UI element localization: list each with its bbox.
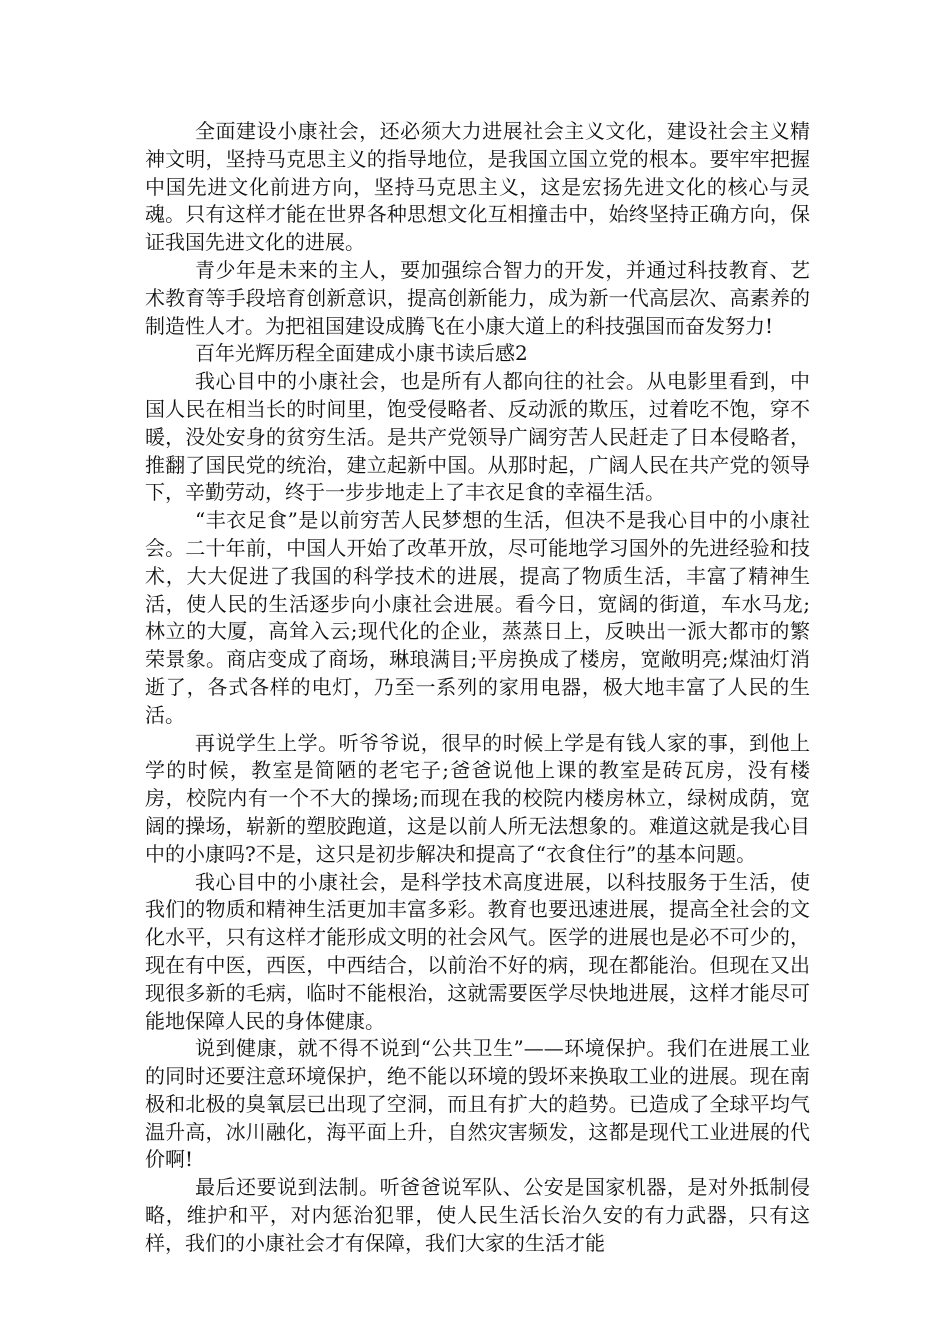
paragraph-1: 全面建设小康社会，还必须大力进展社会主义文化，建设社会主义精神文明，坚持马克思主义的指导地位，是我国立国立党的根本。要牢牢把握中国先进文化前进方向，坚持马克思主义，这是宏扬先进文化的核心与灵魂。只有这样才能在世界各种思想文化互相撞击中，始终坚持正确方向，保证我国先进文化的进展。 xyxy=(145,119,810,255)
paragraph-7: 说到健康，就不得不说到“公共卫生”——环境保护。我们在进展工业的同时还要注意环境保护，绝不能以环境的毁坏来换取工业的进展。现在南极和北极的臭氧层已出现了空洞，而且有扩大的趋势。已造成了全球平均气温升高，冰川融化，海平面上升，自然灾害频发，这都是现代工业进展的代价啊! xyxy=(145,1036,810,1172)
paragraph-4: “丰衣足食”是以前穷苦人民梦想的生活，但决不是我心目中的小康社会。二十年前，中国人开始了改革开放，尽可能地学习国外的先进经验和技术，大大促进了我国的科学技术的进展，提高了物质生活，丰富了精神生活，使人民的生活逐步向小康社会进展。看今日，宽阔的街道，车水马龙;林立的大厦，高耸入云;现代化的企业，蒸蒸日上，反映出一派大都市的繁荣景象。商店变成了商场，琳琅满目;平房换成了楼房，宽敞明亮;煤油灯消逝了，各式各样的电灯，乃至一系列的家用电器，极大地丰富了人民的生活。 xyxy=(145,508,810,727)
paragraph-6: 我心目中的小康社会，是科学技术高度进展，以科技服务于生活，使我们的物质和精神生活更加丰富多彩。教育也要迅速进展，提高全社会的文化水平，只有这样才能形成文明的社会风气。医学的进展也是必不可少的，现在有中医，西医，中西结合，以前治不好的病，现在都能治。但现在又出现很多新的毛病，临时不能根治，这就需要医学尽快地进展，这样才能尽可能地保障人民的身体健康。 xyxy=(145,869,810,1033)
paragraph-2: 青少年是未来的主人，要加强综合智力的开发，并通过科技教育、艺术教育等手段培育创新意识，提高创新能力，成为新一代高层次、高素养的制造性人才。为把祖国建设成腾飞在小康大道上的科技强国而奋发努力! xyxy=(145,257,810,338)
paragraph-8: 最后还要说到法制。听爸爸说军队、公安是国家机器，是对外抵制侵略，维护和平，对内惩治犯罪，使人民生活长治久安的有力武器，只有这样，我们的小康社会才有保障，我们大家的生活才能 xyxy=(145,1175,810,1255)
document-body xyxy=(145,118,810,1258)
paragraph-3: 我心目中的小康社会，也是所有人都向往的社会。从电影里看到，中国人民在相当长的时间里，饱受侵略者、反动派的欺压，过着吃不饱，穿不暖，没处安身的贫穷生活。是共产党领导广阔穷苦人民赶走了日本侵略者，推翻了国民党的统治，建立起新中国。从那时起，广阔人民在共产党的领导下，辛勤劳动，终于一步步地走上了丰衣足食的幸福生活。 xyxy=(145,369,810,505)
paragraph-5: 再说学生上学。听爷爷说，很早的时候上学是有钱人家的事，到他上学的时候，教室是简陋的老宅子;爸爸说他上课的教室是砖瓦房，没有楼房，校院内有一个不大的操场;而现在我的校院内楼房林立，绿树成荫，宽阔的操场，崭新的塑胶跑道，这是以前人所无法想象的。难道这就是我心目中的小康吗?不是，这只是初步解决和提高了“衣食住行”的基本问题。 xyxy=(145,730,810,866)
section-title: 百年光辉历程全面建成小康书读后感2 xyxy=(195,341,528,366)
